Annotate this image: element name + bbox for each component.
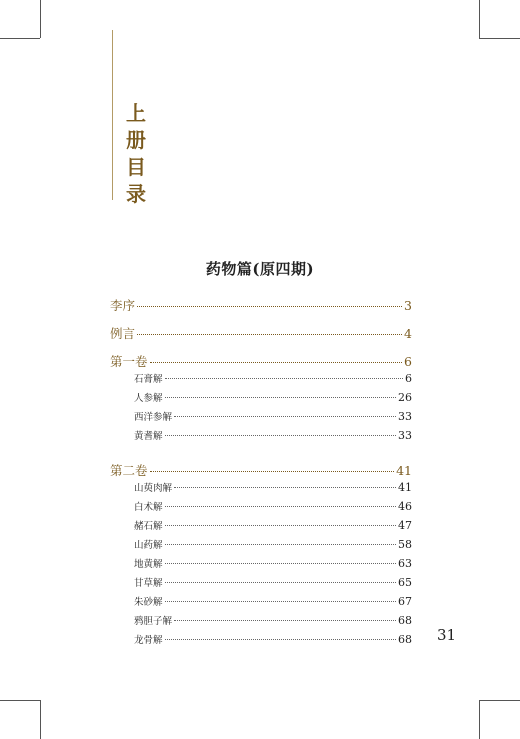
crop-mark [40,0,41,38]
toc-entry-title: 第二卷 [110,463,148,478]
volume-toc-heading [124,100,148,208]
toc-entry-page: 65 [398,576,412,589]
toc-entry-page: 68 [398,633,412,646]
toc-entry-page: 3 [404,298,412,313]
toc-entry-title: 西洋参解 [134,412,173,423]
dot-leader [165,582,396,583]
toc-item-entry[interactable] [134,390,412,404]
section-title: 药物篇(原四期) [205,260,315,278]
dot-leader [165,639,396,640]
toc-entry-title: 龙骨解 [134,635,163,646]
crop-mark [479,700,520,701]
dot-leader [137,306,402,307]
toc-chapter-entry[interactable] [110,296,412,314]
toc-entry-page: 6 [404,354,412,369]
toc-entry-page: 33 [398,429,412,442]
toc-item-entry[interactable] [134,499,412,513]
toc-item-entry[interactable] [134,480,412,494]
toc-item-entry[interactable] [134,575,412,589]
toc-chapter-entry[interactable] [110,352,412,370]
page-number: 31 [437,626,457,644]
toc-entry-title: 第一卷 [110,354,148,369]
toc-item-entry[interactable] [134,518,412,532]
dot-leader [150,362,403,363]
toc-entry-title: 人参解 [134,393,163,404]
dot-leader [165,601,396,602]
toc-entry-title: 赭石解 [134,521,163,532]
toc-item-entry[interactable] [134,428,412,442]
toc-entry-page: 41 [396,463,412,478]
toc-entry-page: 41 [398,481,412,494]
dot-leader [165,525,396,526]
side-rule [112,30,113,200]
toc-item-entry[interactable] [134,613,412,627]
toc-entry-title: 黄耆解 [134,431,163,442]
toc-entry-title: 山药解 [134,540,163,551]
dot-leader [137,334,402,335]
toc-item-entry[interactable] [134,594,412,608]
crop-mark [479,700,480,739]
crop-mark [0,38,40,39]
crop-mark [0,700,40,701]
dot-leader [165,544,396,545]
toc-item-entry[interactable] [134,371,412,385]
toc-entry-page: 33 [398,410,412,423]
dot-leader [174,620,396,621]
toc-entry-page: 58 [398,538,412,551]
heading-char: 册 [126,128,146,152]
dot-leader [174,416,396,417]
toc-entry-title: 李序 [110,298,136,313]
dot-leader [165,563,396,564]
toc-entry-page: 68 [398,614,412,627]
toc-entry-page: 47 [398,519,412,532]
toc-entry-title: 甘草解 [134,578,163,589]
dot-leader [165,397,396,398]
toc-item-entry[interactable] [134,632,412,646]
toc-entry-title: 山萸肉解 [134,483,173,494]
toc-item-entry[interactable] [134,537,412,551]
toc-entry-page: 46 [398,500,412,513]
dot-leader [150,471,395,472]
crop-mark [40,700,41,739]
heading-char: 上 [126,101,146,125]
toc-entry-title: 地黄解 [134,559,163,570]
dot-leader [165,435,396,436]
toc-entry-page: 4 [404,326,412,341]
toc-entry-title: 朱砂解 [134,597,163,608]
dot-leader [165,378,403,379]
crop-mark [479,0,480,38]
toc-entry-page: 26 [398,391,412,404]
dot-leader [174,487,396,488]
toc-entry-page: 67 [398,595,412,608]
heading-char: 目 [126,155,146,179]
toc-entry-title: 例言 [110,326,136,341]
toc-chapter-entry[interactable] [110,324,412,342]
toc-entry-title: 鸦胆子解 [134,616,173,627]
toc-item-entry[interactable] [134,556,412,570]
heading-char: 录 [126,182,146,206]
toc-entry-title: 白术解 [134,502,163,513]
toc-item-entry[interactable] [134,409,412,423]
toc-entry-page: 63 [398,557,412,570]
dot-leader [165,506,396,507]
toc-chapter-entry[interactable] [110,461,412,479]
crop-mark [479,38,520,39]
toc-entry-title: 石膏解 [134,374,163,385]
toc-entry-page: 6 [405,372,412,385]
